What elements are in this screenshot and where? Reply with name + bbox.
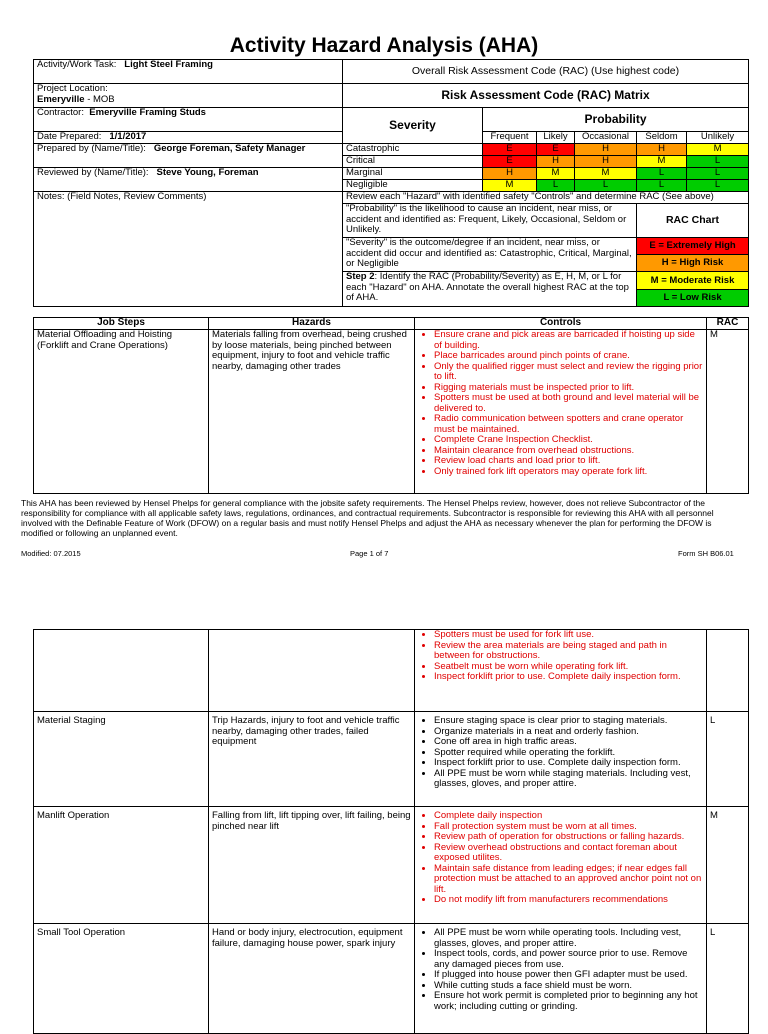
rac-chart-e: E = Extremely High — [637, 238, 748, 254]
probability-label: Probability — [483, 108, 749, 132]
rac-chart-title: RAC Chart — [637, 204, 749, 238]
control-item: • Cone off area in high traffic areas. — [434, 737, 703, 748]
control-item: • Maintain clearance from overhead obstructions. — [434, 446, 703, 457]
table-row — [34, 630, 749, 712]
rac-value — [707, 630, 749, 712]
prob-col-seldom: Seldom — [637, 132, 687, 144]
disclaimer: This AHA has been reviewed by Hensel Phelps for general compliance with the jobsite safety requirements. The Hensel Phelps review, however, does not relieve Subcontractor of the responsibility for compliance with all applicable safety laws, regulations, ordinances, and contractual requirements. Subcontractor is responsible for reviewing this AHA with all personnel involved with the Definable Feature of Work (DFOW) on a regular basis and must notify Hensel Phelps and adjust the AHA as necessary whenever the plan for performing the DFOW is modified or following an unplanned event. — [21, 498, 714, 538]
rac-cell: M — [637, 156, 687, 168]
footer-page: Page 1 of 7 — [350, 549, 389, 558]
controls-list — [418, 811, 703, 906]
rac-cell: E — [483, 156, 537, 168]
date-cell: Date Prepared: 1/1/2017 — [34, 132, 343, 144]
control-item: • Inspect tools, cords, and power source prior to use. Remove any damaged pieces from use. — [434, 949, 703, 970]
prob-col-unlikely: Unlikely — [687, 132, 749, 144]
rac-cell: L — [537, 180, 575, 192]
rac-cell: L — [637, 168, 687, 180]
controls-cell — [415, 712, 707, 807]
job-step — [34, 630, 209, 712]
rac-cell: M — [687, 144, 749, 156]
table-row — [34, 330, 749, 494]
rac-cell: E — [483, 144, 537, 156]
severity-row-name: Negligible — [343, 180, 483, 192]
job-step: Material Staging — [34, 712, 209, 807]
rac-chart-top — [637, 238, 749, 272]
severity-row-name: Catastrophic — [343, 144, 483, 156]
project-cell: Project Location: Emeryville - MOB — [34, 84, 343, 108]
activity-cell: Activity/Work Task: Light Steel Framing — [34, 60, 343, 84]
controls-list — [418, 330, 703, 477]
control-item: • Complete Crane Inspection Checklist. — [434, 435, 703, 446]
rac-value: M — [707, 807, 749, 924]
hazard: Trip Hazards, injury to foot and vehicle traffic nearby, damaging other trades, failed equipment — [209, 712, 415, 807]
control-item: • If plugged into house power then GFI adapter must be used. — [434, 970, 703, 981]
job-step: Material Offloading and Hoisting (Forklift and Crane Operations) — [34, 330, 209, 494]
rac-cell: L — [687, 180, 749, 192]
reviewed-cell: Reviewed by (Name/Title): Steve Young, Foreman — [34, 168, 343, 192]
control-item: • Ensure crane and pick areas are barricaded if hoisting up side of building. — [434, 330, 703, 351]
control-item: • Ensure hot work permit is completed prior to beginning any hot work; including cutting or grinding. — [434, 991, 703, 1012]
control-item: • Organize materials in a neat and orderly fashion. — [434, 727, 703, 738]
severity-label: Severity — [343, 108, 483, 144]
prob-col-frequent: Frequent — [483, 132, 537, 144]
rac-cell: H — [483, 168, 537, 180]
rac-cell: H — [575, 144, 637, 156]
contractor-cell: Contractor: Emeryville Framing Studs — [34, 108, 343, 132]
rac-value: L — [707, 924, 749, 1034]
probability-definition: "Probability" is the likelihood to cause an incident, near miss, or accident and identified as: Frequent, Likely, Occasional, Seldom or Unlikely. — [343, 204, 637, 238]
rac-chart-l: L = Low Risk — [637, 289, 748, 306]
control-item: • Ensure staging space is clear prior to staging materials. — [434, 716, 703, 727]
step1-text: Review each "Hazard" with identified safety "Controls" and determine RAC (See above) — [343, 192, 749, 204]
job-steps-table-page2 — [33, 629, 749, 1034]
control-item: • Review the area materials are being staged and path in between for obstructions. — [434, 641, 703, 662]
rac-chart-bottom — [637, 272, 749, 307]
rac-cell: L — [637, 180, 687, 192]
job-step: Manlift Operation — [34, 807, 209, 924]
rac-cell: L — [687, 156, 749, 168]
severity-definition: "Severity" is the outcome/degree if an incident, near miss, or accident did occur and identified as: Catastrophic, Critical, Marginal, or Negligible — [343, 238, 637, 272]
rac-cell: H — [637, 144, 687, 156]
control-item: • Maintain safe distance from leading edges; if near edges fall protection must be attached to an approved anchor point not on lift. — [434, 864, 703, 896]
control-item: • Place barricades around pinch points of crane. — [434, 351, 703, 362]
table-row — [34, 807, 749, 924]
control-item: • Radio communication between spotters and crane operator must be maintained. — [434, 414, 703, 435]
control-item: • Do not modify lift from manufacturers recommendations — [434, 895, 703, 906]
hazard: Hand or body injury, electrocution, equipment failure, damaging house power, spark injury — [209, 924, 415, 1034]
control-item: • Seatbelt must be worn while operating fork lift. — [434, 662, 703, 673]
control-item: • Review path of operation for obstructions or falling hazards. — [434, 832, 703, 843]
controls-cell — [415, 330, 707, 494]
step2-cell: Step 2: Identify the RAC (Probability/Severity) as E, H, M, or L for each "Hazard" on AHA. Annotate the overall highest RAC at the top of AHA. — [343, 272, 637, 307]
control-item: • Rigging materials must be inspected prior to lift. — [434, 383, 703, 394]
control-item: • Inspect forklift prior to use. Complete daily inspection form. — [434, 758, 703, 769]
controls-cell — [415, 807, 707, 924]
control-item: • All PPE must be worn while operating tools. Including vest, glasses, gloves, and proper attire. — [434, 928, 703, 949]
table-row — [34, 712, 749, 807]
severity-row-name: Marginal — [343, 168, 483, 180]
control-item: • While cutting studs a face shield must be worn. — [434, 981, 703, 992]
prepared-cell: Prepared by (Name/Title): George Foreman, Safety Manager — [34, 144, 343, 168]
control-item: • Inspect forklift prior to use. Complete daily inspection form. — [434, 672, 703, 683]
footer-form: Form SH B06.01 — [678, 549, 734, 558]
rac-value: M — [707, 330, 749, 494]
col-rac: RAC — [707, 318, 749, 330]
page-title: Activity Hazard Analysis (AHA) — [229, 34, 539, 57]
control-item: • All PPE must be worn while staging materials. Including vest, glasses, gloves, and proper attire. — [434, 769, 703, 790]
rac-cell: M — [575, 168, 637, 180]
hazard: Materials falling from overhead, being crushed by loose materials, being pinched between equipment, injury to foot and vehicle traffic nearby, damaging other trades — [209, 330, 415, 494]
job-step: Small Tool Operation — [34, 924, 209, 1034]
control-item: • Spotter required while operating the forklift. — [434, 748, 703, 759]
rac-cell: M — [483, 180, 537, 192]
controls-list — [418, 630, 703, 683]
job-steps-table-page1 — [33, 317, 749, 494]
hazard: Falling from lift, lift tipping over, lift failing, being pinched near lift — [209, 807, 415, 924]
rac-cell: H — [537, 156, 575, 168]
col-controls: Controls — [415, 318, 707, 330]
table-row — [34, 924, 749, 1034]
notes-cell: Notes: (Field Notes, Review Comments) — [34, 192, 343, 307]
control-item: • Only the qualified rigger must select and review the rigging prior to lift. — [434, 362, 703, 383]
prob-col-likely: Likely — [537, 132, 575, 144]
control-item: • Spotters must be used for fork lift use. — [434, 630, 703, 641]
control-item: • Review overhead obstructions and contact foreman about exposed utilites. — [434, 843, 703, 864]
rac-cell: L — [575, 180, 637, 192]
rac-chart-h: H = High Risk — [637, 254, 748, 271]
rac-cell: H — [575, 156, 637, 168]
header-table — [33, 59, 749, 307]
footer-modified: Modified: 07.2015 — [21, 549, 81, 558]
col-job-steps: Job Steps — [34, 318, 209, 330]
prob-col-occasional: Occasional — [575, 132, 637, 144]
controls-list — [418, 716, 703, 790]
overall-rac: Overall Risk Assessment Code (RAC) (Use highest code) — [343, 60, 749, 84]
control-item: • Fall protection system must be worn at all times. — [434, 822, 703, 833]
rac-value: L — [707, 712, 749, 807]
control-item: • Only trained fork lift operators may operate fork lift. — [434, 467, 703, 478]
controls-cell — [415, 924, 707, 1034]
controls-list — [418, 928, 703, 1012]
controls-cell — [415, 630, 707, 712]
control-item: • Spotters must be used at both ground and level material will be delivered to. — [434, 393, 703, 414]
rac-cell: M — [537, 168, 575, 180]
rac-cell: L — [687, 168, 749, 180]
matrix-title: Risk Assessment Code (RAC) Matrix — [343, 84, 749, 108]
col-hazards: Hazards — [209, 318, 415, 330]
rac-chart-m: M = Moderate Risk — [637, 272, 748, 289]
control-item: • Review load charts and load prior to lift. — [434, 456, 703, 467]
severity-row-name: Critical — [343, 156, 483, 168]
rac-cell: E — [537, 144, 575, 156]
control-item: • Complete daily inspection — [434, 811, 703, 822]
hazard — [209, 630, 415, 712]
